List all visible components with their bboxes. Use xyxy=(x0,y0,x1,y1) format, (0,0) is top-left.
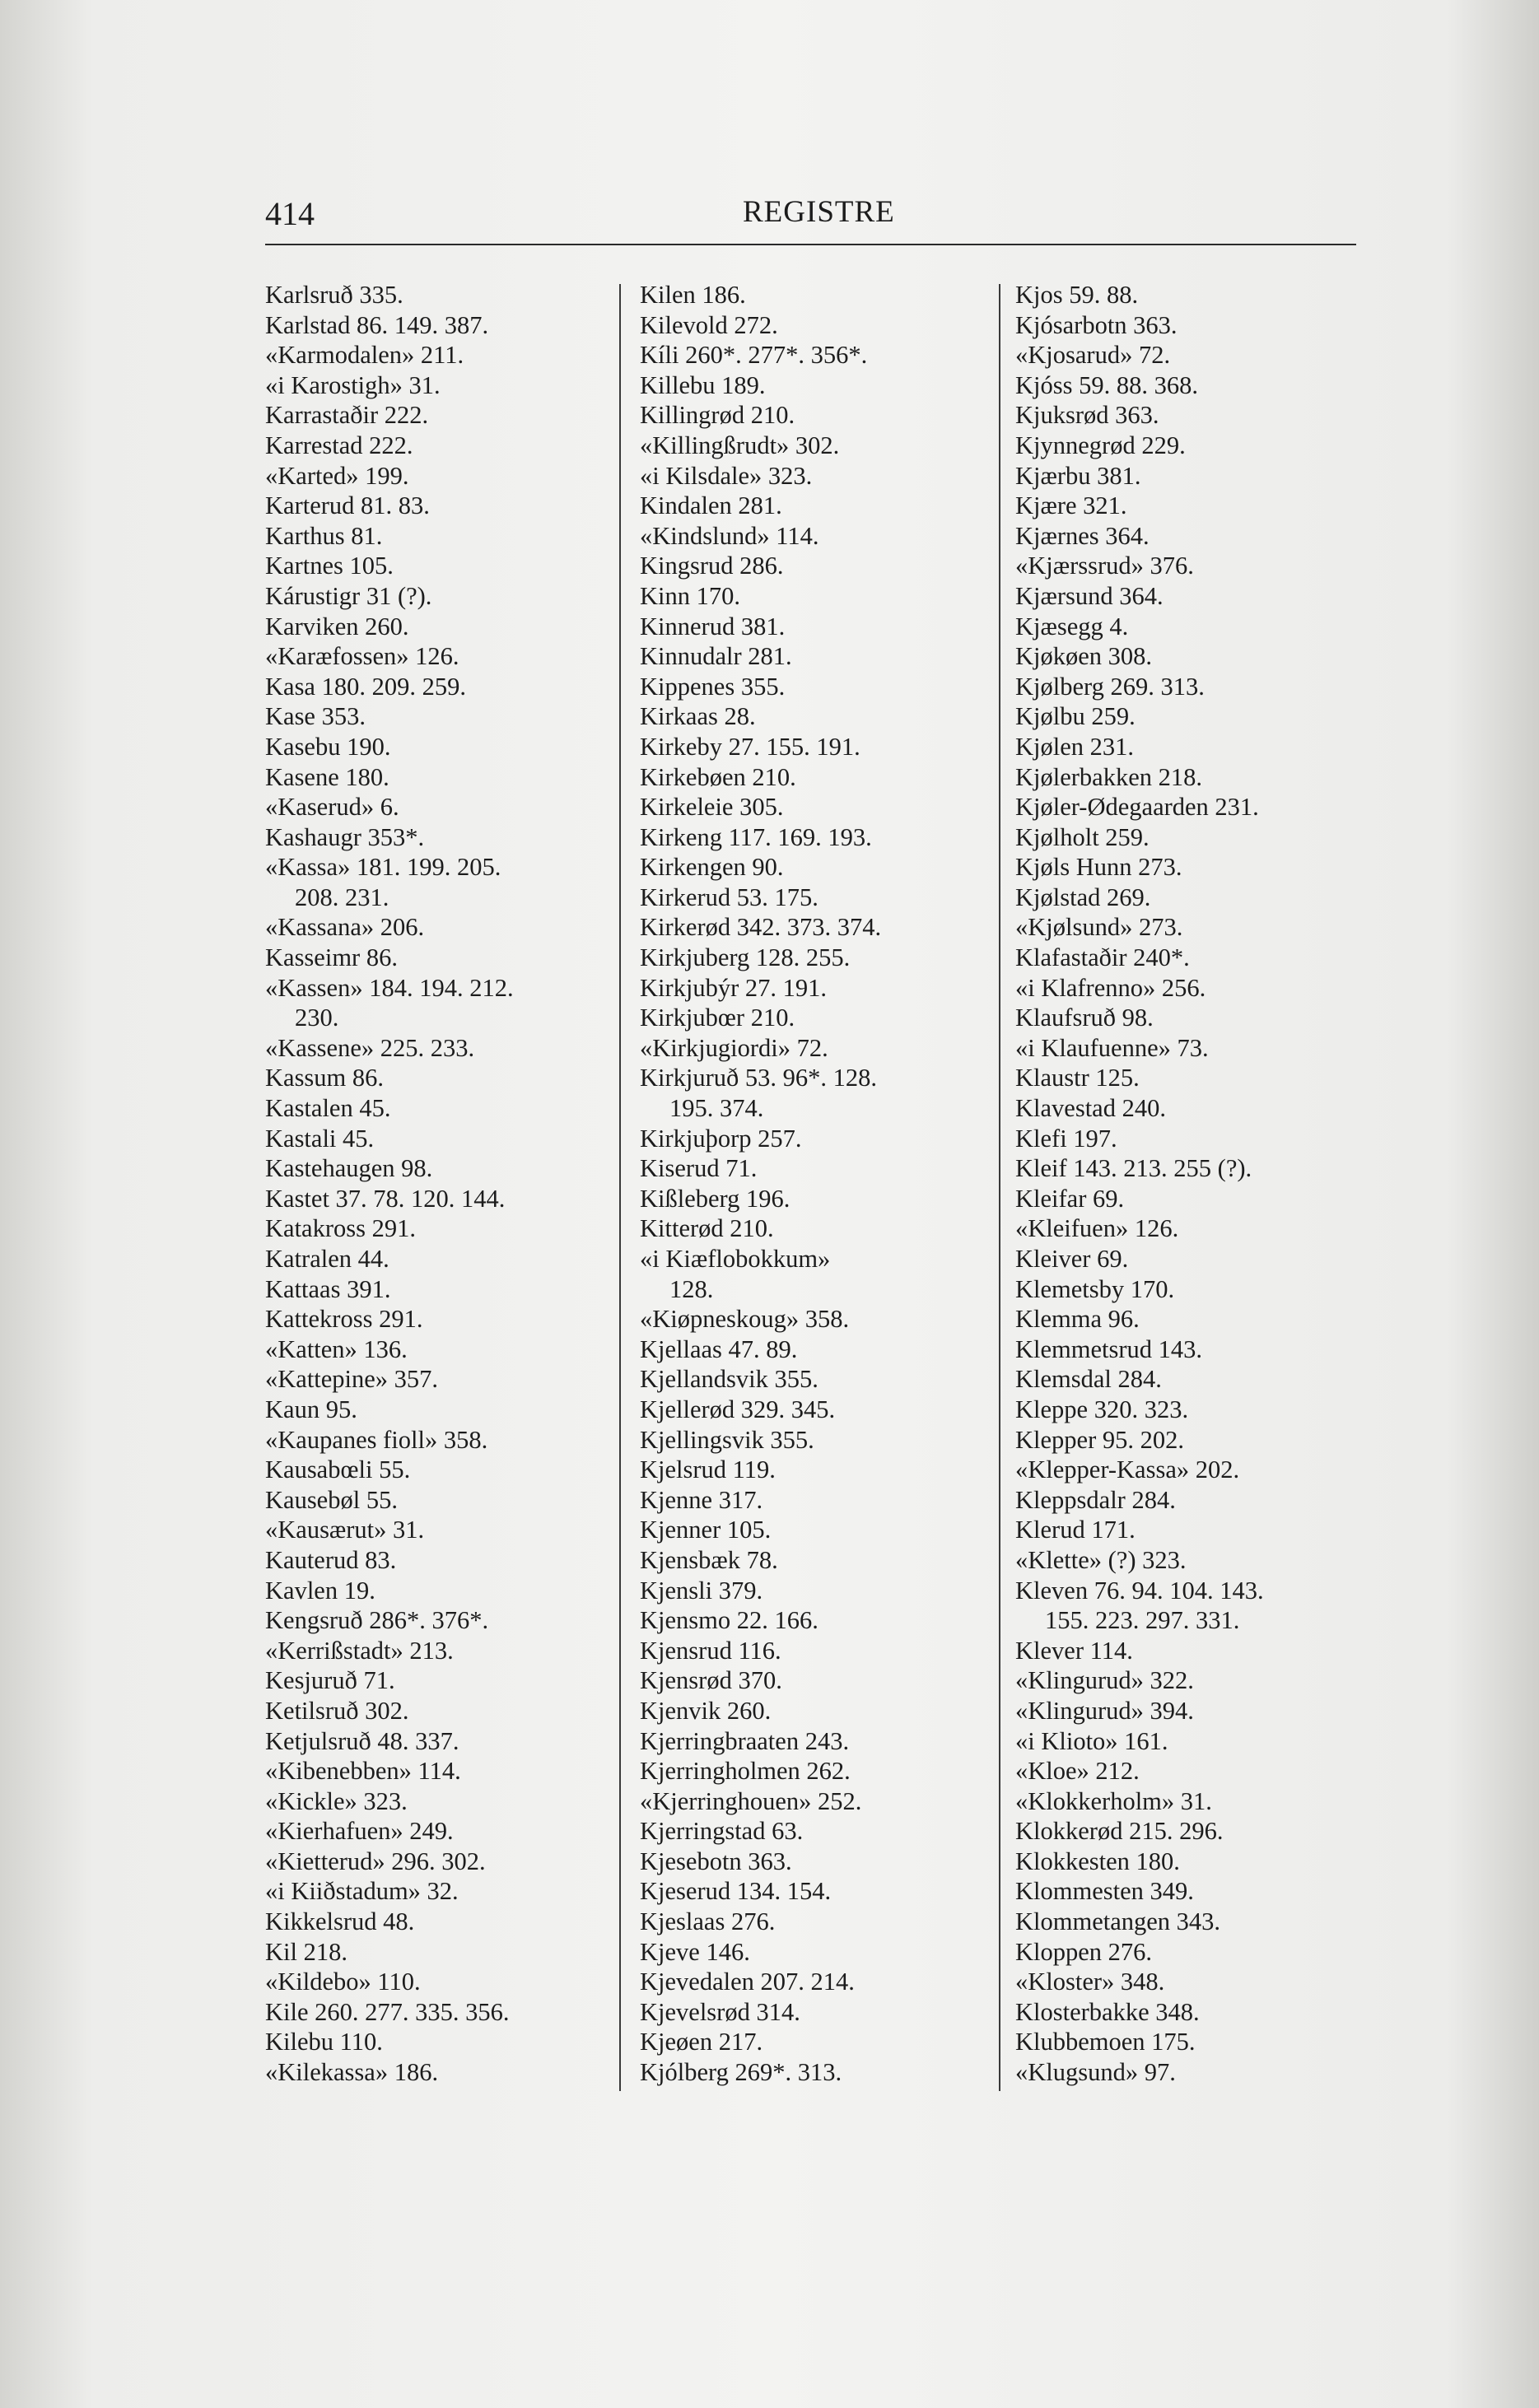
index-entry: Kirkeby 27. 155. 191. xyxy=(640,732,860,761)
index-entry: Kirkeng 117. 169. 193. xyxy=(640,822,872,851)
index-entry: Kjeserud 134. 154. xyxy=(640,1877,832,1906)
index-entry: Kjos 59. 88. xyxy=(1015,281,1139,309)
index-entry: 208. 231. xyxy=(295,883,389,911)
index-entry: Kjeve 146. xyxy=(640,1937,750,1966)
index-entry: Kjærbu 381. xyxy=(1015,461,1141,490)
index-entry: Klavestad 240. xyxy=(1015,1094,1166,1123)
index-entry: Kjynnegrød 229. xyxy=(1015,431,1186,459)
index-entry: Klemsdal 284. xyxy=(1015,1365,1162,1394)
index-entry: Karrastaðir 222. xyxy=(265,401,429,430)
index-entry: Kingsrud 286. xyxy=(640,552,784,580)
index-entry: Klafastaðir 240*. xyxy=(1015,943,1190,972)
index-entry: «Kattepine» 357. xyxy=(265,1365,439,1394)
index-entry: «Kiøpneskoug» 358. xyxy=(640,1305,850,1334)
index-entry: Kleppsdalr 284. xyxy=(1015,1485,1176,1514)
index-entry: Kjensrud 116. xyxy=(640,1636,781,1665)
index-entry: «Kassene» 225. 233. xyxy=(265,1033,475,1062)
index-entry: «i Kilsdale» 323. xyxy=(640,461,813,490)
index-entry: Kloppen 276. xyxy=(1015,1937,1153,1966)
index-entry: Kirkjuberg 128. 255. xyxy=(640,943,851,972)
index-entry: Kjøls Hunn 273. xyxy=(1015,853,1182,882)
index-entry: «Kassen» 184. 194. 212. xyxy=(265,973,514,1002)
index-entry: Klommesten 349. xyxy=(1015,1877,1194,1906)
index-entry: Klubbemoen 175. xyxy=(1015,2028,1196,2056)
index-entry: Kiserud 71. xyxy=(640,1154,758,1183)
index-entry: «Killingßrudt» 302. xyxy=(640,431,840,459)
index-entry: Kjærnes 364. xyxy=(1015,521,1150,550)
index-entry: Kavlen 19. xyxy=(265,1576,375,1605)
index-entry: Kinnudalr 281. xyxy=(640,642,792,671)
index-entry: Kasene 180. xyxy=(265,762,389,791)
index-entry: Kjensbæk 78. xyxy=(640,1545,778,1574)
index-entry: Killingrød 210. xyxy=(640,401,795,430)
index-entry: «Kloster» 348. xyxy=(1015,1968,1165,1996)
index-entry: «Karted» 199. xyxy=(265,461,409,490)
index-entry: Katakross 291. xyxy=(265,1214,416,1243)
index-entry: Kitterød 210. xyxy=(640,1214,774,1243)
index-entry: «Kibenebben» 114. xyxy=(265,1757,461,1786)
index-entry: Kirkerød 342. 373. 374. xyxy=(640,913,882,942)
index-entry: Kirkebøen 210. xyxy=(640,762,796,791)
index-entry: Kleven 76. 94. 104. 143. xyxy=(1015,1576,1264,1605)
index-entry: Kárustigr 31 (?). xyxy=(265,581,432,610)
index-entry: Karlsruð 335. xyxy=(265,281,403,309)
index-entry: «Klugsund» 97. xyxy=(1015,2058,1176,2087)
index-entry: Kile 260. 277. 335. 356. xyxy=(265,1997,510,2026)
index-entry: Kikkelsrud 48. xyxy=(265,1907,415,1936)
index-entry: Kíli 260*. 277*. 356*. xyxy=(640,341,868,370)
index-entry: «Kerrißstadt» 213. xyxy=(265,1636,454,1665)
index-entry: «i Klaufuenne» 73. xyxy=(1015,1033,1209,1062)
index-entry: Karthus 81. xyxy=(265,521,383,550)
index-entry: «Kjosarud» 72. xyxy=(1015,341,1171,370)
index-entry: «i Kiiðstadum» 32. xyxy=(265,1877,459,1906)
index-entry: Klerud 171. xyxy=(1015,1516,1136,1544)
index-entry: Kjensmo 22. 166. xyxy=(640,1606,818,1635)
index-entry: Kindalen 281. xyxy=(640,491,782,520)
index-entry: Klepper 95. 202. xyxy=(1015,1425,1184,1454)
index-entry: Kleifar 69. xyxy=(1015,1184,1125,1213)
index-entry: «Kildebo» 110. xyxy=(265,1968,421,1996)
index-entry: Kjensrød 370. xyxy=(640,1666,782,1695)
index-entry: «Katten» 136. xyxy=(265,1334,408,1363)
index-entry: Kjuksrød 363. xyxy=(1015,401,1159,430)
index-entry: «Kassana» 206. xyxy=(265,913,425,942)
index-entry: Kjellerød 329. 345. xyxy=(640,1395,836,1423)
index-entry: Kastali 45. xyxy=(265,1124,375,1153)
index-entry: «Kausærut» 31. xyxy=(265,1516,425,1544)
index-entry: Kilebu 110. xyxy=(265,2028,383,2056)
index-entry: «Kilekassa» 186. xyxy=(265,2058,439,2087)
index-entry: Klosterbakke 348. xyxy=(1015,1997,1200,2026)
index-entry: Kastehaugen 98. xyxy=(265,1154,433,1183)
index-entry: «Kleifuen» 126. xyxy=(1015,1214,1179,1243)
index-entry: Kaun 95. xyxy=(265,1395,357,1423)
index-entry: Kartnes 105. xyxy=(265,552,394,580)
index-entry: Klommetangen 343. xyxy=(1015,1907,1221,1936)
index-entry: Kirkjubœr 210. xyxy=(640,1004,795,1032)
index-entry: Kirkjubýr 27. 191. xyxy=(640,973,828,1002)
index-entry: «Kierhafuen» 249. xyxy=(265,1817,454,1846)
index-entry: Kausebøl 55. xyxy=(265,1485,398,1514)
index-entry: Kase 353. xyxy=(265,702,366,731)
index-entry: Kleif 143. 213. 255 (?). xyxy=(1015,1154,1252,1183)
index-entry: «Kjølsund» 273. xyxy=(1015,913,1183,942)
index-entry: «Klingurud» 322. xyxy=(1015,1666,1194,1695)
index-entry: Kattekross 291. xyxy=(265,1305,423,1334)
index-entry: Kjæsegg 4. xyxy=(1015,612,1129,640)
index-entry: Kassum 86. xyxy=(265,1064,385,1092)
index-entry: Kjenne 317. xyxy=(640,1485,763,1514)
index-entry: «Kassa» 181. 199. 205. xyxy=(265,853,501,882)
index-entry: «i Klioto» 161. xyxy=(1015,1726,1168,1755)
index-entry: Klemmetsrud 143. xyxy=(1015,1334,1203,1363)
page-header xyxy=(265,194,1356,245)
index-entry: Kjellingsvik 355. xyxy=(640,1425,814,1454)
index-entry: Kippenes 355. xyxy=(640,672,786,701)
index-entry: Kjølholt 259. xyxy=(1015,822,1150,851)
index-entry: Kjelsrud 119. xyxy=(640,1456,776,1484)
running-title: REGISTRE xyxy=(743,195,895,229)
index-entry: Kasebu 190. xyxy=(265,732,391,761)
index-entry: Kjellaas 47. 89. xyxy=(640,1334,798,1363)
index-entry: Kjære 321. xyxy=(1015,491,1127,520)
index-entry: Kjølberg 269. 313. xyxy=(1015,672,1205,701)
index-entry: «Klokkerholm» 31. xyxy=(1015,1786,1212,1815)
index-entry: Kasseimr 86. xyxy=(265,943,398,972)
column-divider xyxy=(999,284,1000,2091)
index-entry: Kashaugr 353*. xyxy=(265,822,425,851)
index-entry: Kjeslaas 276. xyxy=(640,1907,776,1936)
index-entry: Kjølbu 259. xyxy=(1015,702,1136,731)
index-entry: «Kirkjugiordi» 72. xyxy=(640,1033,828,1062)
index-entry: Kilen 186. xyxy=(640,281,746,309)
index-entry: Ketjulsruð 48. 337. xyxy=(265,1726,459,1755)
index-entry: Kjóss 59. 88. 368. xyxy=(1015,370,1198,399)
index-entry: Karviken 260. xyxy=(265,612,409,640)
index-entry: Kjøler-Ødegaarden 231. xyxy=(1015,793,1259,822)
index-entry: Klokkerød 215. 296. xyxy=(1015,1817,1224,1846)
index-entry: «Karæfossen» 126. xyxy=(265,642,459,671)
index-entry: Kirkeleie 305. xyxy=(640,793,784,822)
index-entry: Kirkjuruð 53. 96*. 128. xyxy=(640,1064,878,1092)
index-entry: Klaufsruð 98. xyxy=(1015,1004,1154,1032)
index-entry: «Kjærssrud» 376. xyxy=(1015,552,1194,580)
index-entry: Kattaas 391. xyxy=(265,1274,391,1303)
index-entry: Kjevelsrød 314. xyxy=(640,1997,800,2026)
index-entry: Klokkesten 180. xyxy=(1015,1847,1180,1875)
index-entry: Kinnerud 381. xyxy=(640,612,786,640)
index-column-1 xyxy=(265,280,619,2088)
index-entry: «Klette» (?) 323. xyxy=(1015,1545,1187,1574)
index-entry: «Kjerringhouen» 252. xyxy=(640,1786,862,1815)
index-entry: «Kaupanes fioll» 358. xyxy=(265,1425,488,1454)
index-entry: Kjølstad 269. xyxy=(1015,883,1151,911)
index-entry: Kjevedalen 207. 214. xyxy=(640,1968,855,1996)
index-entry: Klaustr 125. xyxy=(1015,1064,1140,1092)
index-entry: 128. xyxy=(669,1274,714,1303)
index-entry: «Klepper-Kassa» 202. xyxy=(1015,1456,1240,1484)
index-entry: 195. 374. xyxy=(669,1094,764,1123)
index-entry: Klever 114. xyxy=(1015,1636,1133,1665)
index-entry: 155. 223. 297. 331. xyxy=(1045,1606,1240,1635)
index-entry: Kjenvik 260. xyxy=(640,1696,772,1725)
index-entry: Kjerringholmen 262. xyxy=(640,1757,851,1786)
index-entry: Kastet 37. 78. 120. 144. xyxy=(265,1184,506,1213)
index-entry: Kjølerbakken 218. xyxy=(1015,762,1202,791)
index-entry: Kasa 180. 209. 259. xyxy=(265,672,466,701)
index-entry: Kil 218. xyxy=(265,1937,347,1966)
index-entry: «Kickle» 323. xyxy=(265,1786,408,1815)
index-entry: Kauterud 83. xyxy=(265,1545,397,1574)
index-entry: Kjeøen 217. xyxy=(640,2028,763,2056)
index-entry: Kesjuruð 71. xyxy=(265,1666,395,1695)
index-entry: Kastalen 45. xyxy=(265,1094,391,1123)
page-number: 414 xyxy=(265,195,315,232)
index-entry: Kjøkøen 308. xyxy=(1015,642,1153,671)
index-entry: «Karmodalen» 211. xyxy=(265,341,464,370)
index-entry: «Kietterud» 296. 302. xyxy=(265,1847,486,1875)
index-entry: Karterud 81. 83. xyxy=(265,491,430,520)
index-entry: Kirkengen 90. xyxy=(640,853,784,882)
index-entry: Karlstad 86. 149. 387. xyxy=(265,310,489,339)
index-entry: Kirkerud 53. 175. xyxy=(640,883,818,911)
index-entry: Kißleberg 196. xyxy=(640,1184,790,1213)
index-entry: «i Karostigh» 31. xyxy=(265,370,441,399)
index-entry: Kirkjuþorp 257. xyxy=(640,1124,802,1153)
index-entry: Kjellandsvik 355. xyxy=(640,1365,818,1394)
index-entry: «i Klafrenno» 256. xyxy=(1015,973,1206,1002)
index-entry: Kjenner 105. xyxy=(640,1516,772,1544)
index-entry: Klemma 96. xyxy=(1015,1305,1140,1334)
column-divider xyxy=(619,284,621,2091)
index-entry: Kengsruð 286*. 376*. xyxy=(265,1606,489,1635)
index-entry: «Klingurud» 394. xyxy=(1015,1696,1194,1725)
index-entry: Kinn 170. xyxy=(640,581,740,610)
index-entry: Killebu 189. xyxy=(640,370,766,399)
index-entry: Karrestad 222. xyxy=(265,431,413,459)
index-entry: Kjølen 231. xyxy=(1015,732,1135,761)
index-entry: Kausabœli 55. xyxy=(265,1456,411,1484)
index-column-2 xyxy=(640,280,994,2088)
index-entry: Kilevold 272. xyxy=(640,310,778,339)
index-entry: Katralen 44. xyxy=(265,1245,389,1273)
index-entry: «Kloe» 212. xyxy=(1015,1757,1140,1786)
index-entry: Kjerringbraaten 243. xyxy=(640,1726,850,1755)
index-entry: Kjesebotn 363. xyxy=(640,1847,792,1875)
index-entry: Kjensli 379. xyxy=(640,1576,763,1605)
index-entry: Kleppe 320. 323. xyxy=(1015,1395,1189,1423)
index-entry: Kjærsund 364. xyxy=(1015,581,1164,610)
index-entry: Kjósarbotn 363. xyxy=(1015,310,1178,339)
index-entry: Kjerringstad 63. xyxy=(640,1817,804,1846)
index-entry: «Kindslund» 114. xyxy=(640,521,819,550)
index-entry: Ketilsruð 302. xyxy=(265,1696,409,1725)
index-entry: Kleiver 69. xyxy=(1015,1245,1129,1273)
index-entry: 230. xyxy=(295,1004,339,1032)
index-entry: «Kaserud» 6. xyxy=(265,793,399,822)
index-entry: «i Kiæflobokkum» xyxy=(640,1245,831,1273)
index-entry: Klefi 197. xyxy=(1015,1124,1117,1153)
index-column-3 xyxy=(1015,280,1369,2088)
index-entry: Kirkaas 28. xyxy=(640,702,756,731)
index-entry: Kjólberg 269*. 313. xyxy=(640,2058,842,2087)
index-entry: Klemetsby 170. xyxy=(1015,1274,1175,1303)
